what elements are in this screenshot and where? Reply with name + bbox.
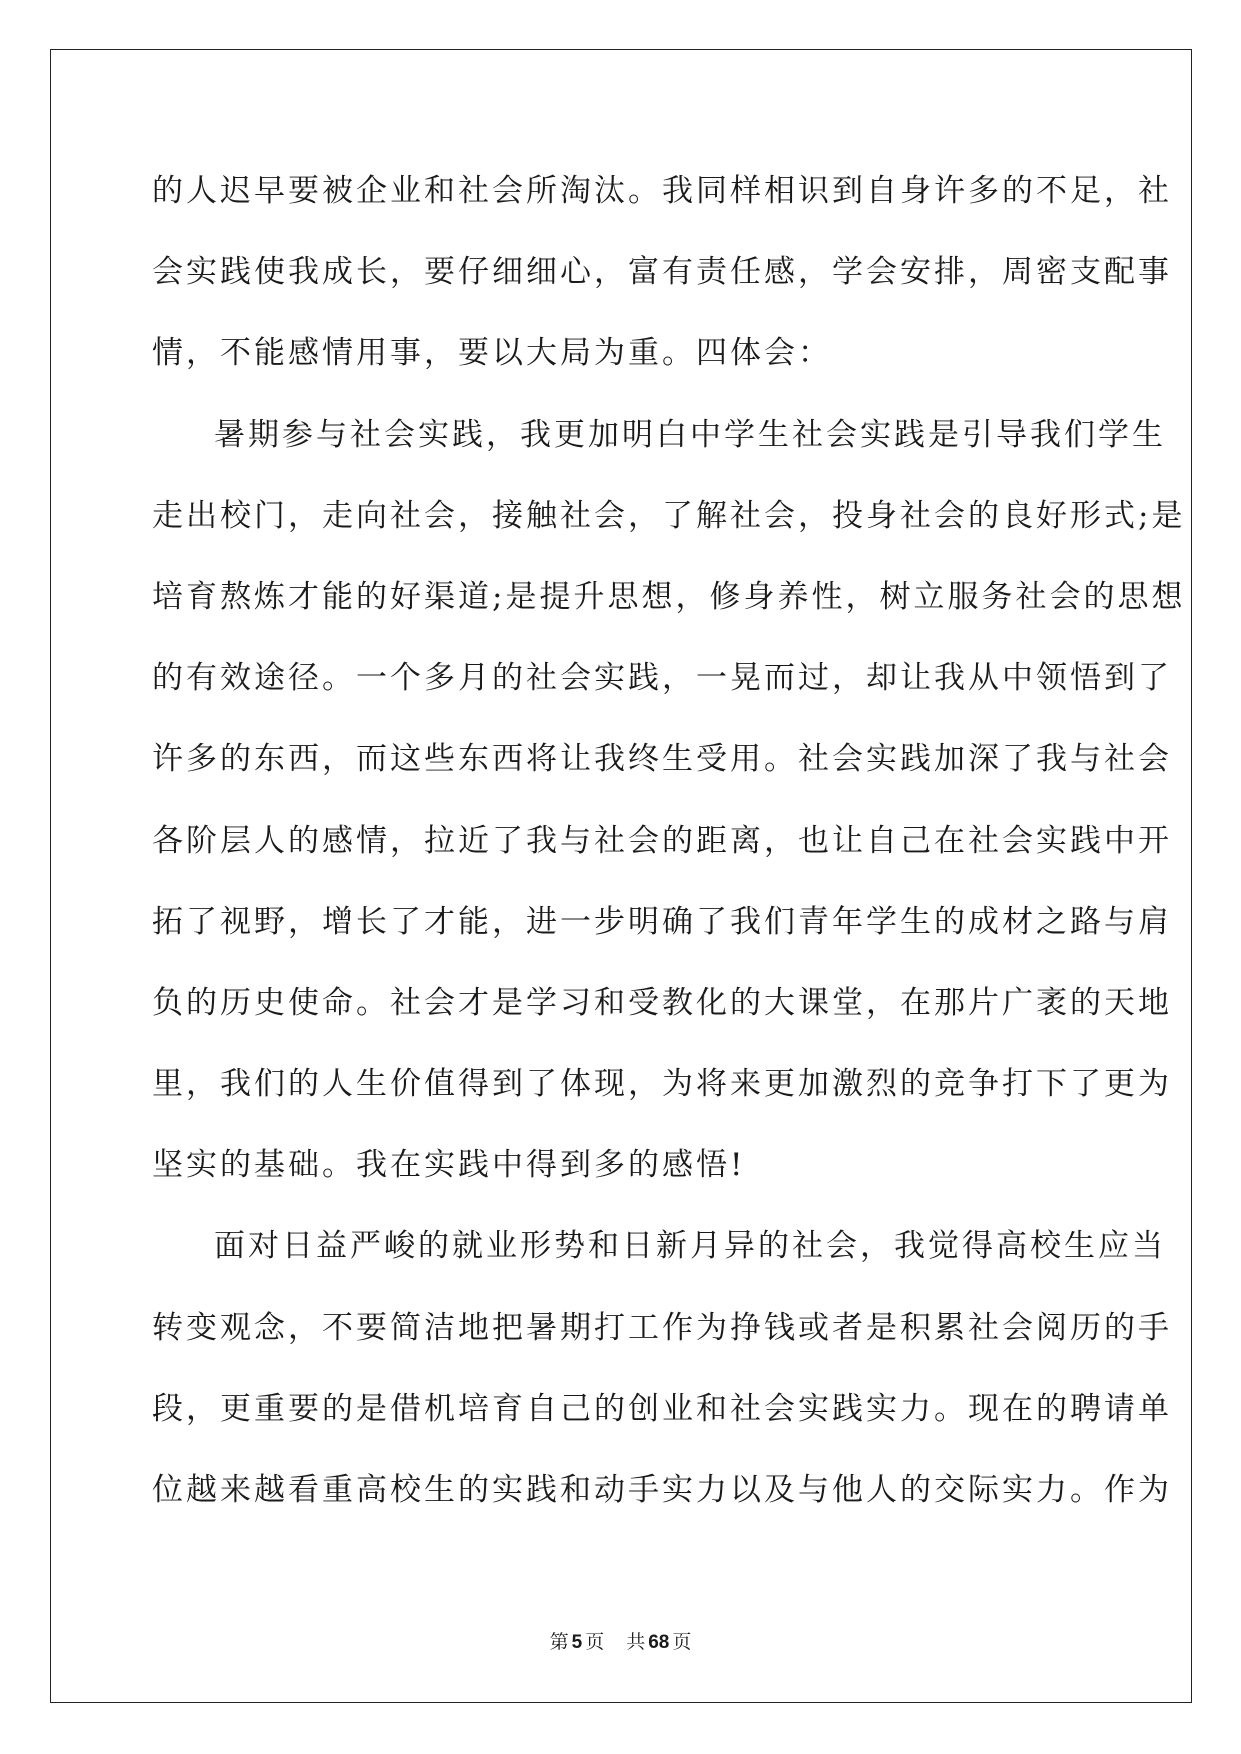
text-line: 情，不能感情用事，要以大局为重。四体会：	[152, 335, 832, 372]
paragraph-start-line: 暑期参与社会实践，我更加明白中学生社会实践是引导我们学生	[214, 416, 1166, 453]
document-body	[152, 157, 1186, 1537]
page-footer	[0, 1627, 1241, 1654]
total-suffix: 页	[672, 1632, 692, 1653]
text-line: 转变观念，不要简洁地把暑期打工作为挣钱或者是积累社会阅历的手	[152, 1309, 1172, 1346]
text-line: 各阶层人的感情，拉近了我与社会的距离，也让自己在社会实践中开	[152, 822, 1172, 859]
text-line: 坚实的基础。我在实践中得到多的感悟!	[152, 1147, 746, 1184]
total-prefix: 共	[626, 1632, 646, 1653]
text-line: 的有效途径。一个多月的社会实践，一晃而过，却让我从中领悟到了	[152, 660, 1172, 697]
text-line: 培育熬炼才能的好渠道;是提升思想，修身养性，树立服务社会的思想	[152, 578, 1186, 615]
page-number: 5	[571, 1632, 583, 1653]
text-line: 里，我们的人生价值得到了体现，为将来更加激烈的竞争打下了更为	[152, 1066, 1172, 1103]
text-line: 位越来越看重高校生的实践和动手实力以及与他人的交际实力。作为	[152, 1472, 1172, 1508]
page-suffix: 页	[585, 1632, 605, 1653]
text-line: 许多的东西，而这些东西将让我终生受用。社会实践加深了我与社会	[152, 741, 1172, 778]
text-line: 会实践使我成长，要仔细细心，富有责任感，学会安排，周密支配事	[152, 254, 1172, 291]
page-prefix: 第	[549, 1632, 569, 1653]
paragraph-start-line: 面对日益严峻的就业形势和日新月异的社会，我觉得高校生应当	[214, 1228, 1166, 1265]
text-line: 拓了视野，增长了才能，进一步明确了我们青年学生的成材之路与肩	[152, 903, 1172, 940]
text-line: 段，更重要的是借机培育自己的创业和社会实践实力。现在的聘请单	[152, 1390, 1172, 1427]
text-line: 负的历史使命。社会才是学习和受教化的大课堂，在那片广袤的天地	[152, 984, 1172, 1021]
text-line: 走出校门，走向社会，接触社会，了解社会，投身社会的良好形式;是	[152, 497, 1186, 534]
text-line: 的人迟早要被企业和社会所淘汰。我同样相识到自身许多的不足，社	[152, 173, 1172, 209]
total-pages: 68	[648, 1632, 670, 1653]
